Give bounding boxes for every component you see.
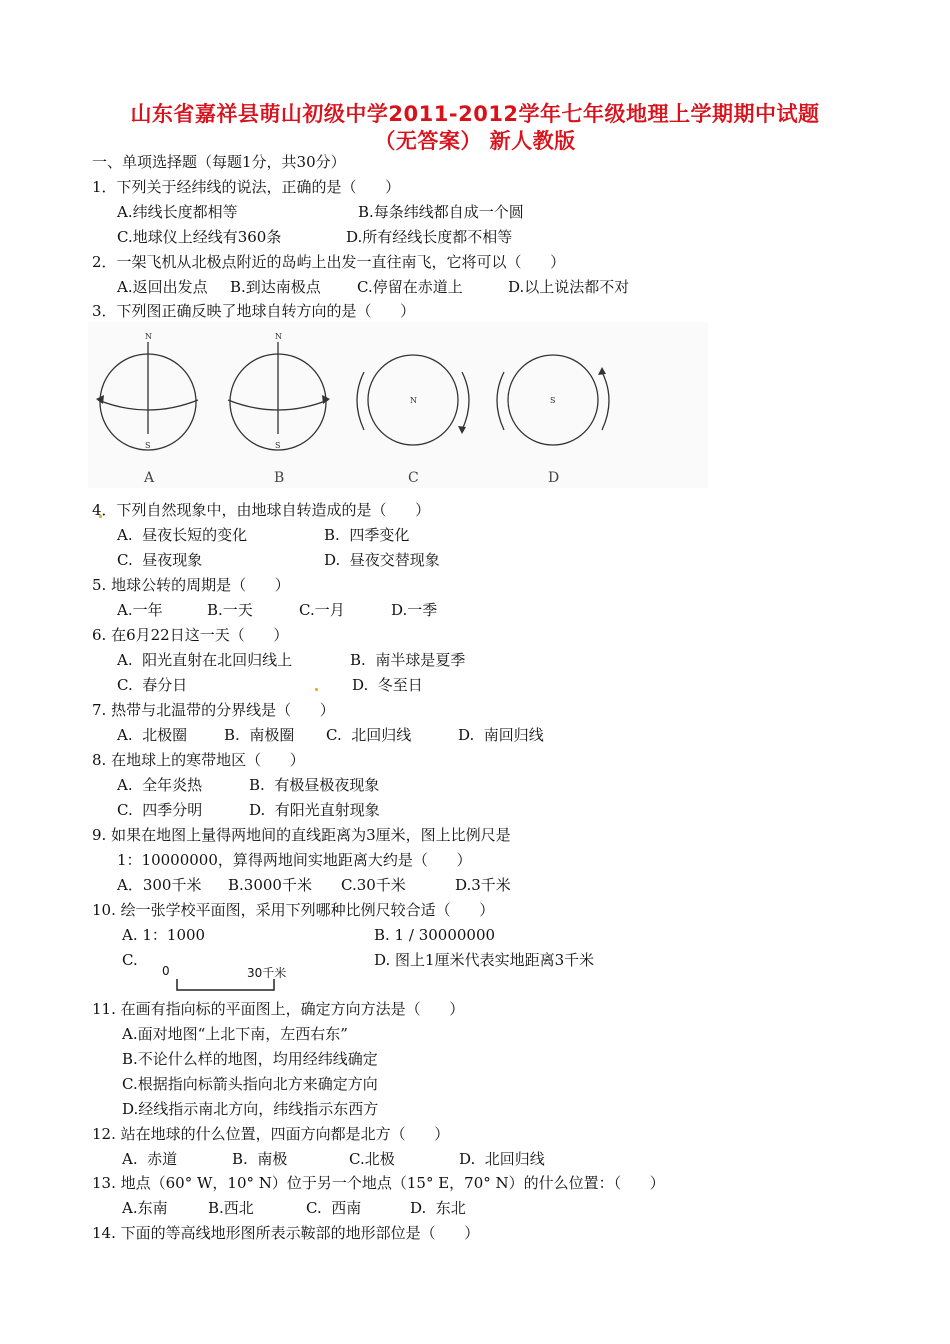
globe-b-s-label: S [275, 441, 281, 450]
earth-rotation-figure [88, 322, 708, 488]
q12-option-c: C.北极 [349, 1150, 395, 1168]
globe-b-n-label: N [275, 332, 282, 341]
q11-option-d: D.经线指示南北方向，纬线指示东西方 [122, 1100, 379, 1118]
q6-option-d: D. 冬至日 [352, 676, 423, 694]
title-line-2: （无答案） 新人教版 [374, 129, 576, 153]
q9-stem: 9. 如果在地图上量得两地间的直线距离为3厘米，图上比例尺是 [92, 826, 511, 844]
q6-option-a: A. 阳光直射在北回归线上 [117, 651, 293, 669]
q4-option-c: C. 昼夜现象 [117, 551, 203, 569]
q12-option-a: A. 赤道 [122, 1150, 178, 1168]
figure-label-d: D [548, 470, 560, 486]
scale-bar-end-label: 30千米 [247, 966, 287, 980]
q10-option-d: D. 图上1厘米代表实地距离3千米 [374, 951, 595, 969]
q11-stem: 11. 在画有指向标的平面图上，确定方向方法是（ ） [92, 1000, 465, 1018]
q10-option-c: C. [122, 951, 138, 969]
speck [315, 688, 318, 691]
q7-option-c: C. 北回归线 [326, 726, 412, 744]
q13-option-a: A.东南 [122, 1199, 168, 1217]
q4-stem: 4．下列自然现象中，由地球自转造成的是（ ） [92, 501, 431, 519]
q7-stem: 7. 热带与北温带的分界线是（ ） [92, 701, 335, 719]
q7-option-d: D. 南回归线 [458, 726, 544, 744]
q4-option-a: A. 昼夜长短的变化 [117, 526, 248, 544]
q11-option-c: C.根据指向标箭头指向北方来确定方向 [122, 1075, 378, 1093]
q6-option-b: B. 南半球是夏季 [350, 651, 466, 669]
q12-option-b: B. 南极 [232, 1150, 288, 1168]
q13-stem: 13. 地点（60° W，10° N）位于另一个地点（15° E，70° N）的什么位置：（ ） [92, 1174, 665, 1192]
q12-option-d: D. 北回归线 [459, 1150, 545, 1168]
q6-stem: 6. 在6月22日这一天（ ） [92, 626, 289, 644]
q8-option-a: A. 全年炎热 [117, 776, 203, 794]
q12-stem: 12. 站在地球的什么位置，四面方向都是北方（ ） [92, 1125, 450, 1143]
q10-option-b: B. 1 / 30000000 [374, 926, 496, 944]
globe-c-n-label: N [410, 396, 417, 405]
q4-option-b: B. 四季变化 [324, 526, 410, 544]
title-line-1: 山东省嘉祥县萌山初级中学2011-2012学年七年级地理上学期期中试题 [130, 102, 820, 126]
q4-option-d: D. 昼夜交替现象 [324, 551, 440, 569]
q13-option-b: B.西北 [208, 1199, 254, 1217]
q9-option-d: D.3千米 [455, 876, 511, 894]
q7-option-b: B. 南极圈 [224, 726, 295, 744]
q8-option-d: D. 有阳光直射现象 [249, 801, 380, 819]
figure-label-c: C [408, 470, 419, 486]
q2-option-c: C.停留在赤道上 [357, 278, 463, 296]
q5-option-b: B.一天 [207, 601, 253, 619]
q1-option-d: D.所有经线长度都不相等 [346, 228, 513, 246]
q10-option-a: A. 1：1000 [122, 926, 206, 944]
section-heading: 一、单项选择题（每题1分，共30分） [92, 153, 346, 171]
q1-option-c: C.地球仪上经线有360条 [117, 228, 282, 246]
q13-option-d: D. 东北 [410, 1199, 466, 1217]
q10-stem: 10. 绘一张学校平面图，采用下列哪种比例尺较合适（ ） [92, 901, 495, 919]
figure-label-b: B [274, 470, 285, 486]
q11-option-b: B.不论什么样的地图，均用经纬线确定 [122, 1050, 378, 1068]
q7-option-a: A. 北极圈 [117, 726, 188, 744]
figure-label-a: A [144, 470, 155, 486]
q11-option-a: A.面对地图“上北下南，左西右东” [122, 1025, 348, 1043]
globe-a-n-label: N [145, 332, 152, 341]
q3-stem: 3．下列图正确反映了地球自转方向的是（ ） [92, 302, 416, 320]
q5-stem: 5. 地球公转的周期是（ ） [92, 576, 290, 594]
q5-option-d: D.一季 [391, 601, 438, 619]
q2-stem: 2．一架飞机从北极点附近的岛屿上出发一直往南飞，它将可以（ ） [92, 253, 566, 271]
q2-option-a: A.返回出发点 [117, 278, 208, 296]
q2-option-d: D.以上说法都不对 [508, 278, 630, 296]
q6-option-c: C. 春分日 [117, 676, 188, 694]
q9-option-a: A．300千米 [117, 876, 202, 894]
q1-stem: 1．下列关于经纬线的说法，正确的是（ ） [92, 178, 401, 196]
scale-bar [176, 978, 276, 992]
q1-option-a: A.纬线长度都相等 [117, 203, 238, 221]
q1-option-b: B.每条纬线都自成一个圆 [358, 203, 524, 221]
q8-stem: 8. 在地球上的寒带地区（ ） [92, 751, 305, 769]
q9-stem-cont: 1：10000000，算得两地间实地距离大约是（ ） [117, 851, 472, 869]
scale-bar-start-label: 0 [162, 964, 170, 978]
q9-option-c: C.30千米 [341, 876, 406, 894]
globe-a-s-label: S [145, 441, 151, 450]
q13-option-c: C. 西南 [306, 1199, 362, 1217]
q5-option-c: C.一月 [299, 601, 345, 619]
q2-option-b: B.到达南极点 [230, 278, 321, 296]
q5-option-a: A.一年 [117, 601, 163, 619]
q9-option-b: B.3000千米 [228, 876, 312, 894]
globe-d-s-label: S [550, 396, 556, 405]
q8-option-c: C. 四季分明 [117, 801, 203, 819]
q14-stem: 14. 下面的等高线地形图所表示鞍部的地形部位是（ ） [92, 1224, 480, 1242]
q8-option-b: B. 有极昼极夜现象 [249, 776, 380, 794]
